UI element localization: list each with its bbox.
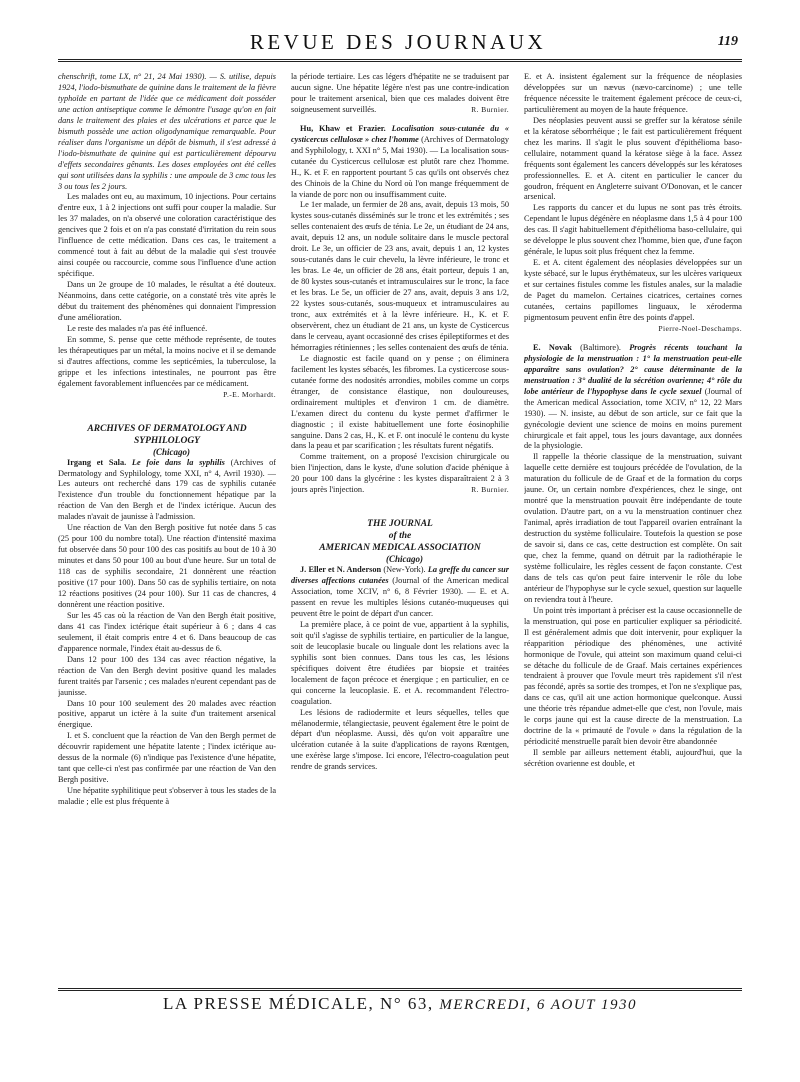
paragraph: Les malades ont eu, au maximum, 10 injections. Pour certains d'entre eux, 1 à 2 injections ont suffi pour couper la maladie. Sur les 37 malades, on n'a observé une coloration caractéristique des gencives que 2 fois et on n'a pas constaté d'irritation du rein sous l'influence de cette médication. Dans ces cas, le traitement a commencé tout à fait au début de la maladie qui s'est trouvée ainsi coupée ou raccourcie, comme sous l'influence d'une action spécifique.	[58, 192, 276, 279]
signature: R. Burnier.	[471, 104, 509, 114]
paragraph: Il semble par ailleurs nettement établi, aujourd'hui, que la sécrétion ovarienne est double, et	[524, 748, 742, 769]
paragraph: Les rapports du cancer et du lupus ne sont pas très étroits. Cependant le lupus dégénère en néoplasme dans 1,5 à 4 pour 100 des cas. Il s'agit habituellement d'épithélioma baso-cellulaire, qui se développe le plus souvent chez l'homme, bien que, d'une façon générale, le lupus soit plus fréquent chez la femme.	[524, 203, 742, 257]
column-left	[58, 72, 276, 982]
paragraph: Les lésions de radiodermite et leurs séquelles, telles que mélanodermie, télangiectasie, peuvent également être le point de départ d'un néoplasme. Aussi, dès qu'on voit apparaître une ulcération cutanée à la suite d'applications de rayons Rœntgen, une exérèse large s'impose. Ici encore, l'électro-coagulation peut rendre de grands services.	[291, 707, 509, 772]
page-number: 119	[717, 34, 738, 49]
spacer	[524, 335, 742, 343]
article-authors: E. Novak	[533, 342, 572, 352]
article-title: Progrès récents touchant la physiologie de la menstruation : 1° la menstruation peut-elle apparaître sans ovulation? 2° cause déterminante de la menstruation : 3° dualité de la sécrétion ovarienne; 4° rôle du lobe antérieur de l'hypophyse dans le cycle sexuel	[524, 342, 742, 396]
section-heading: ARCHIVES OF DERMATOLOGY AND SYPHILOLOGY	[87, 423, 247, 446]
column-right	[524, 72, 742, 982]
paragraph	[291, 452, 509, 496]
section-city: (Chicago)	[153, 446, 190, 457]
text-columns	[58, 72, 742, 982]
section-heading-line1: THE JOURNAL	[367, 519, 433, 530]
section-heading-line3: AMERICAN MEDICAL ASSOCIATION	[319, 543, 481, 554]
signature: R. Burnier.	[471, 485, 509, 495]
paragraph: La première place, à ce point de vue, appartient à la syphilis, soit qu'il s'agisse de syphilis tertiaire, en particulier de la langue, soit de leucoplasie bucale ou linguale dont les relations avec la syphilis sont bien connues. Dans tous les cas, les lésions spécifiques doivent être étudiées par biopsie et traitées localement de façon précoce et énergique ; en particulier, en ce qui concerne la leucoplasie. E. et A. recommandent l'électro-coagulation.	[291, 619, 509, 706]
page-footer	[58, 994, 742, 1014]
article-reference: (Archives of Dermatology and Syphilology, t. XXI n° 5, Mai 1930). — La localisation sous-cutanée du Cysticercus cellulosæ est plutôt rare chez l'homme. H., K. et F. en rapportent pourtant 5 cas qu'ils ont observés chez des Chinois de la Chine du Nord où l'on mange fréquemment de la viande de porc non ou insuffisamment cuite.	[291, 134, 509, 199]
article-reference: (Journal of the American medical Association, tome XCIV, n° 6, 8 Février 1930). — E. et A. passent en revue les multiples lésions cutanéo-muqueuses qui peuvent être le point de départ d'un cancer.	[291, 576, 509, 618]
paragraph: E. et A. citent également des néoplasies développées sur un kyste sébacé, sur le lupus érythémateux, sur les ulcères variqueux et sur certaines fistules comme les fistules anales, sur la maladie de Paget du mamelon. Certaines cicatrices, certaines cornes cutanées, certains papillomes linguaux, le xéroderma pigmentosum peuvent enfin être des points d'appel.	[524, 258, 742, 322]
paragraph: En somme, S. pense que cette méthode représente, de toutes les thérapeutiques par un métal, la moins nocive et il se demande si d'autres affections, comme les septicémies, la tuberculose, la grippe et les infections intestinales, ne pourront pas être également favorablement influencées par ce médicament.	[58, 334, 276, 388]
footer-journal: LA PRESSE MÉDICALE,	[163, 994, 375, 1013]
article-authors: Irgang et Sala.	[67, 457, 127, 467]
paragraph: Une réaction de Van den Bergh positive fut notée dans 5 cas (25 pour 100 du nombre total). Une réaction d'intensité maxima fut observée dans 50 pour 100 des cas positifs au bout de 10 à 30 minutes et dans 50 pour 100 au bout d'une heure. Sur un total de 118 cas de syphilis secondaire, 21 donnèrent une réaction positive (17 pour 100). Dans 50 cas de syphilis tertiaire, on nota 12 réactions positives (24 pour 100). Sur 11 cas de chancres, 4 donnèrent une réaction positive.	[58, 523, 276, 609]
page-header	[58, 28, 738, 58]
article-city: (New-York).	[383, 565, 426, 575]
section-heading-line2: of the	[388, 531, 412, 542]
header-rule	[58, 59, 742, 62]
paragraph: Une hépatite syphilitique peut s'observer à tous les stades de la maladie ; elle est plus fréquente à	[58, 786, 276, 807]
section-city: (Chicago)	[386, 554, 423, 565]
signature: P.-E. Morhardt.	[223, 389, 276, 399]
paragraph: I. et S. concluent que la réaction de Van den Bergh permet de découvrir rapidement une hépatite latente ; l'index ictérique au-dessus de la normale (6) n'indique pas l'existence d'une hépatite, tant que celle-ci n'est pas confirmée par une réaction de Van den Bergh positive.	[58, 731, 276, 785]
spacer	[291, 496, 509, 518]
paragraph	[58, 72, 276, 192]
article-reference: (Journal of the American medical Association, tome XCIV, n° 12, 22 Mars 1930). — N. insiste, au début de son article, sur ce fait que la gynécologie devient une science de moins en moins purement chirurgicale et fait appel, tous les jours davantage, aux données de la physiologie.	[524, 386, 742, 451]
paragraph: Le diagnostic est facile quand on y pense ; on éliminera facilement les kystes sébacés, les fibromes. La cysticercose sous-cutanée forme des nodosités arrondies, mobiles comme un corps étranger, de consistance élastique, non douloureuses, ordinairement multiples et d'environ 1 cm. de diamètre. L'examen direct du contenu du kyste permet d'affirmer le diagnostic ; il existe habituellement une forte éosinophilie sanguine. Dans 2 cas, H., K. et F. ont inoculé le contenu du kyste dans la peau et par scarification ; les résultats furent négatifs.	[291, 353, 509, 451]
paragraph: Dans 12 pour 100 des 134 cas avec réaction négative, la réaction de Van den Bergh devint positive quand les malades furent traités par l'arsenic ; ces malades n'eurent cependant pas de jaunisse.	[58, 654, 276, 697]
article-intro	[524, 343, 742, 453]
article-authors: J. Eller et N. Anderson	[300, 565, 382, 575]
article-authors: Hu, Khaw et Frazier.	[300, 123, 386, 133]
paragraph: Il rappelle la théorie classique de la menstruation, suivant laquelle cette dernière est toujours précédée de l'ovulation, de la maturation du follicule de de Graaf et de la formation du corps jaune. Or, un certain nombre d'expériences, chez le singe, ont montré que la menstruation pouvait être indépendante de toute ovulation. D'autre part, on a vu la menstruation continuer chez l'animal, après irradiation de tout l'appareil ovarien entraînant la destruction du système folliculaire. Toutefois la question se pose de savoir si, dans ce cas, cette destruction est complète. On sait que, chez la femme, quand on détruit par la radiothérapie le système folliculaire, les règles cessent de façon constante. C'est dans de tels cas qu'on peut faire intervenir le rôle du lobe antérieur de l'hypophyse sur le cycle sexuel, question sur laquelle on reviendra tout à l'heure.	[524, 452, 742, 604]
article-intro	[58, 458, 276, 524]
article-title: La greffe du cancer sur diverses affections cutanées	[291, 565, 509, 586]
paragraph: Des néoplasies peuvent aussi se greffer sur la kératose sénile et la kératose séborrhéique ; le fait est particulièrement fréquent chez les marins. Il s'agit le plus souvent d'épithélioma baso-cellulaire, notamment quand la kératose siège à la face. Assez fréquents sont également les cancers développés sur les kératoses professionnelles. E. et A. citent en particulier le cancer du goudron, fréquent en Angleterre suivant O'Donovan, et le cancer arsenical.	[524, 115, 742, 202]
spacer	[291, 116, 509, 124]
paragraph	[291, 72, 509, 116]
signature: Pierre-Noel-Deschamps.	[658, 323, 742, 333]
article-title: Le foie dans la syphilis	[131, 457, 225, 467]
footer-rule	[58, 988, 742, 991]
article-title: Localisation sous-cutanée du « cysticercus cellulosæ » chez l'homme	[291, 123, 509, 144]
paragraph: Dans un 2e groupe de 10 malades, le résultat a été douteux. Néanmoins, dans cette catégorie, on a constaté très vite après le début du traitement des phénomènes qui donnaient l'impression d'une amélioration.	[58, 280, 276, 322]
spacer	[58, 401, 276, 423]
paragraph: Un point très important à préciser est la cause occasionnelle de la menstruation, qui pose en particulier expliquer sa périodicité. Il est généralement admis que doit intervenir, pour expliquer la réapparition périodique des phénomènes, une activité hormonique de l'ovule, qui atteint son maximum quand celui-ci se détache du follicule de de Graaf. Mais certaines expériences tendraient à prouver que l'ovule meurt très rapidement s'il n'est pas fécondé, après sa sortie des trompes, et l'on ne s'explique pas, dans ce cas, qu'il ait une action hormonique quelconque. Aussi une théorie très répandue admet-elle que c'est, non l'ovule, mais le corps jaune qui est la cause directe de la menstruation. La doctrine de la « primauté de l'ovule » dans la régulation de la périodicité menstruelle paraît bien devoir être abandonnée	[524, 605, 742, 747]
article-city: (Baltimore).	[580, 342, 621, 352]
paragraph-text: la période tertiaire. Les cas légers d'hépatite ne se traduisent par aucun signe. Une hépatite légère n'est pas une contre-indication pour le traitement arsenical, bien que ces malades doivent être soigneusement surveillés.	[291, 72, 509, 114]
running-title: REVUE DES JOURNAUX	[249, 30, 547, 54]
article-intro	[291, 124, 509, 201]
footer-issue: N° 63,	[380, 994, 434, 1013]
paragraph: Sur les 45 cas où la réaction de Van den Bergh était positive, dans 41 cas l'index ictérique était supérieur à 6 ; dans 4 cas seulement, il était compris entre 4 et 6. Dans beaucoup de cas d'apparence normale, l'index était au-dessus de 6.	[58, 610, 276, 653]
column-middle	[291, 72, 509, 982]
article-intro	[291, 565, 509, 620]
paragraph: E. et A. insistent également sur la fréquence de néoplasies développées sur un nævus (nævo-carcinome) ; une telle fréquence nécessite le traitement également précoce de ceux-ci, particulièrement au moyen de la haute fréquence.	[524, 72, 742, 114]
paragraph-text: Comme traitement, on a proposé l'excision chirurgicale ou bien l'injection, dans le kyste, d'une solution d'acide phénique à 20 pour 100 dans la glycérine : les kystes disparaîtraient 2 à 3 jours après l'injection.	[291, 452, 509, 495]
article-reference: (Archives of Dermatology and Syphilology, tome XXI, n° 4, Avril 1930). — Les auteurs ont recherché dans 179 cas de syphilis cutanée l'existence d'un trouble du fonctionnement hépatique par la réaction de Van den Bergh et de l'index ictérique. Aucun des malades n'avait de jaunisse à l'admission.	[58, 457, 276, 522]
paragraph: Dans 10 pour 100 seulement des 20 malades avec réaction positive, apparut un ictère à la suite d'un traitement arsenical énergique.	[58, 698, 276, 730]
paragraph-text: chenschrift, tome LX, n° 21, 24 Mai 1930). — S. utilise, depuis 1924, l'iodo-bismuthate de quinine dans le traitement de la fièvre typhoïde en partant de l'idée que ce médicament doit posséder une action antiseptique comme le démontre l'usage qu'on en fait dans le traitement des plaies et des ulcérations et parce que le bismuth possède une action oligodynamique remarquable. Pour réaliser dans l'organisme un dépôt de bismuth, il s'est adressé à l'iodo-bismuthate de quinine qui est particulièrement dépourvu d'effets secondaires gênants. Les doses employées ont été celles qui sont utilisées dans la syphilis : une ampoule de 3 cmc tous les 3 ou tous les 2 jours.	[58, 72, 276, 191]
footer-date: MERCREDI, 6 AOUT 1930	[439, 997, 637, 1013]
paragraph: Le reste des malades n'a pas été influencé.	[67, 323, 208, 333]
paragraph: Le 1er malade, un fermier de 28 ans, avait, depuis 13 mois, 50 kystes sous-cutanés disséminés sur le tronc et les extrémités ; ses selles contenaient des œufs de ténia. Le 2e, un étudiant de 24 ans, avait, depuis 12 ans, un nodule solitaire dans le muscle pectoral droit. Le 3e, un officier de 23 ans, avait, depuis 1 an, 12 kystes sous-cutanés dans le cuir chevelu, la lèvre inférieure, le tronc et les bras. Le 4e, un officier de 28 ans, était porteur, depuis 1 an, de 80 kystes sous-cutanés et intramusculaires sur le tronc, la face et les bras. Le 5e, un officier de 27 ans, avait, depuis 3 ans 1/2, 22 kystes sous-cutanés, sous-muqueux et intramusculaires au tronc, aux extrémités et à la lèvre inférieure. H., K. et F. observèrent, chez un étudiant de 21 ans, un kyste de Cysticercus dans le cerveau, ayant occasionné des crises épileptiformes et des hémorragies rétiniennes ; les selles contenaient des œufs de ténia.	[291, 200, 509, 352]
